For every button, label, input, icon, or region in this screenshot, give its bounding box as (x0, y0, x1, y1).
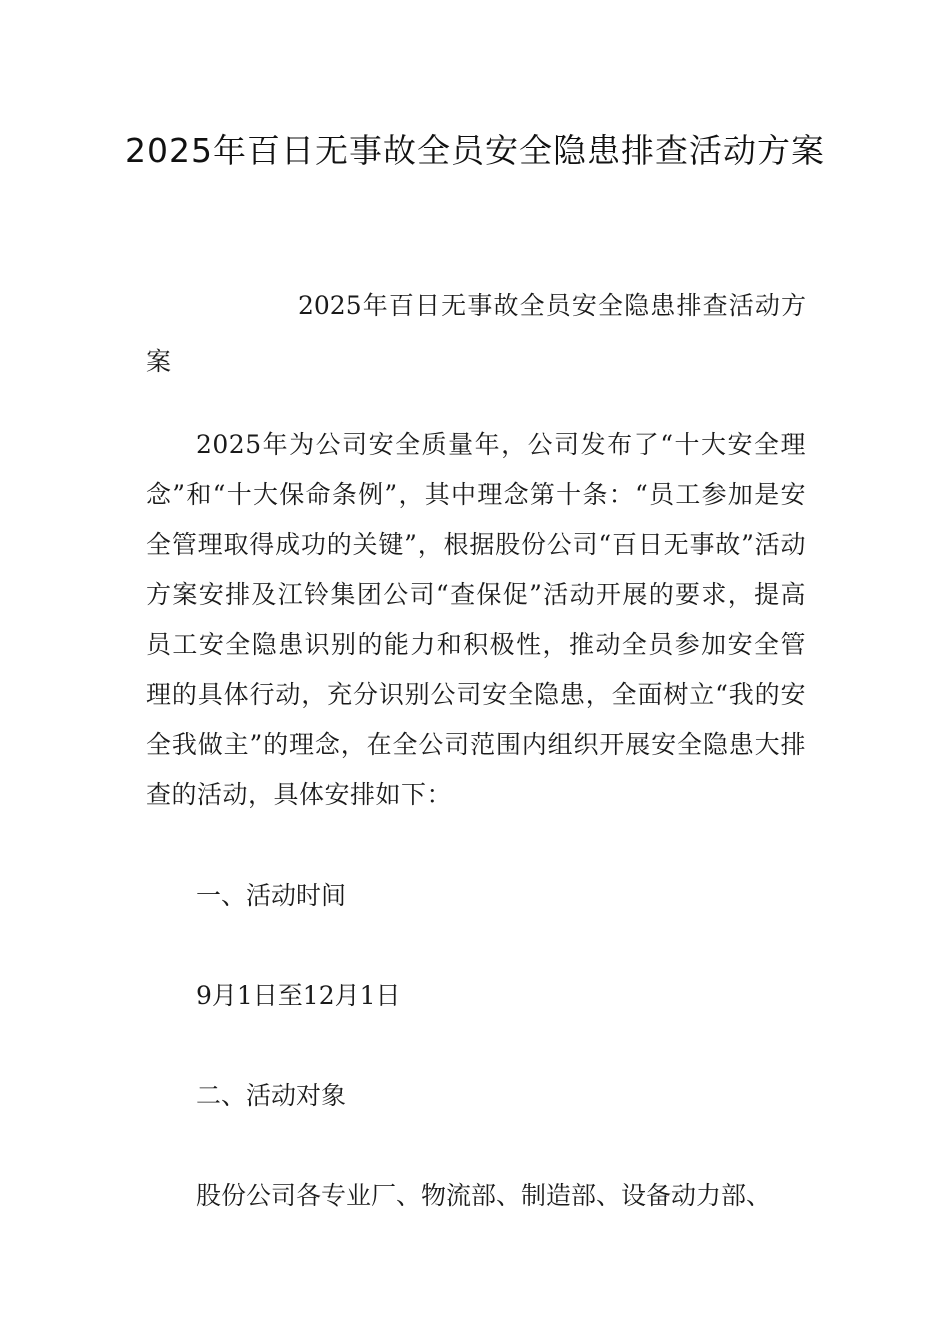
section-heading-activity-time: 一、活动时间 (196, 881, 347, 910)
document-subtitle: 2025年百日无事故全员安全隐患排查活动方案 (146, 291, 806, 376)
section-heading-activity-target: 二、活动对象 (196, 1081, 347, 1110)
activity-time-text: 9月1日至12月1日 (196, 981, 401, 1010)
activity-target-text: 股份公司各专业厂、物流部、制造部、设备动力部、 (196, 1181, 772, 1210)
document-title: 2025年百日无事故全员安全隐患排查活动方案 (125, 131, 825, 170)
intro-paragraph: 2025年为公司安全质量年，公司发布了“十大安全理念”和“十大保命条例”，其中理念第十条：“员工参加是安全管理取得成功的关键”，根据股份公司“百日无事故”活动方案安排及江铃集团公司“查保促”活动开展的要求，提高员工安全隐患识别的能力和积极性，推动全员参加安全管理的具体行动，充分识别公司安全隐患，全面树立“我的安全我做主”的理念，在全公司范围内组织开展安全隐患大排查的活动，具体安排如下： (146, 430, 806, 809)
